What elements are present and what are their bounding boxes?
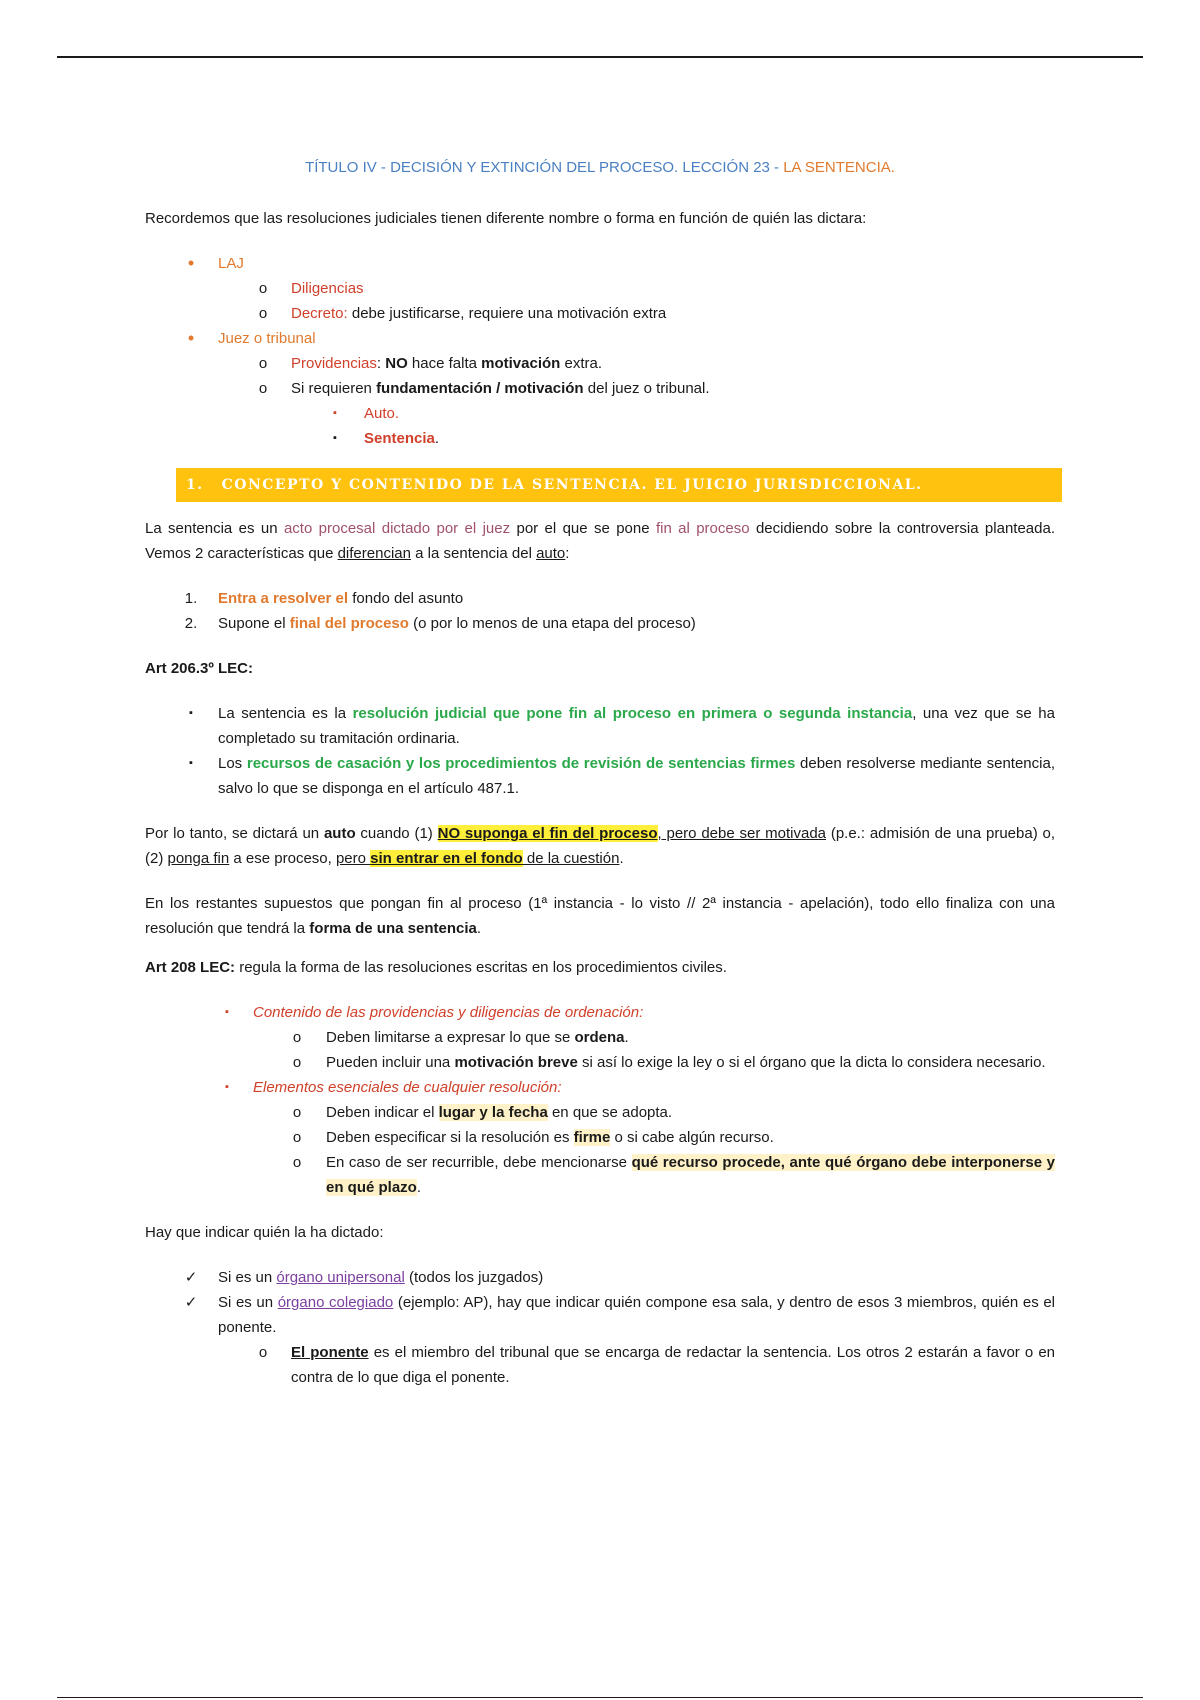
art206-heading: Art 206.3º LEC:: [145, 660, 254, 677]
circle-bullet-icon: o: [292, 1054, 302, 1071]
who-dictated-paragraph: Hay que indicar quién la ha dictado:: [145, 1224, 384, 1241]
section-heading: 1. CONCEPTO Y CONTENIDO DE LA SENTENCIA. EL JUICIO JURISDICCIONAL.: [176, 468, 1062, 502]
organ-list: [145, 1265, 1055, 1390]
circle-bullet-icon: o: [292, 1029, 302, 1046]
list-item-providencias-content: ▪ Contenido de las providencias y diligencias de ordenación:: [145, 1000, 1055, 1025]
check-icon: ✓: [184, 1269, 198, 1286]
list-item-lugar-fecha: o Deben indicar el lugar y la fecha en que se adopta.: [145, 1100, 1055, 1125]
circle-bullet-icon: o: [292, 1154, 302, 1171]
square-bullet-icon: ▪: [333, 432, 337, 444]
square-bullet-icon: ▪: [189, 707, 193, 719]
remaining-cases-paragraph: En los restantes supuestos que pongan fin al proceso (1ª instancia - lo visto // 2ª instancia - apelación), todo ello finaliza con una resolución que tendrá la forma de una sentencia.: [145, 895, 1055, 937]
list-item-decreto: o Decreto: debe justificarse, requiere una motivación extra: [145, 301, 1055, 326]
circle-bullet-icon: o: [292, 1129, 302, 1146]
list-item-elementos-esenciales: ▪ Elementos esenciales de cualquier resolución:: [145, 1075, 1055, 1100]
list-item-sentencia: ▪ Sentencia.: [145, 426, 1055, 451]
bullet-icon: •: [187, 328, 195, 348]
circle-bullet-icon: o: [258, 280, 268, 297]
square-bullet-icon: ▪: [225, 1006, 229, 1018]
square-bullet-icon: ▪: [225, 1081, 229, 1093]
circle-bullet-icon: o: [292, 1104, 302, 1121]
square-bullet-icon: ▪: [189, 757, 193, 769]
square-bullet-icon: ▪: [333, 407, 337, 419]
intro-paragraph: Recordemos que las resoluciones judiciales tienen diferente nombre o forma en función de quién las dictara:: [145, 210, 867, 227]
list-item-ponente: o El ponente es el miembro del tribunal que se encarga de redactar la sentencia. Los otros 2 estarán a favor o en contra de lo que diga el ponente.: [145, 1340, 1055, 1390]
footer-rule: [57, 1697, 1143, 1698]
characteristics-list: [145, 586, 1055, 636]
art206-list: [145, 701, 1055, 801]
circle-bullet-icon: o: [258, 1344, 268, 1361]
circle-bullet-icon: o: [258, 305, 268, 322]
auto-paragraph: Por lo tanto, se dictará un auto cuando (1) NO suponga el fin del proceso, pero debe ser motivada (p.e.: admisión de una prueba) o, (2) ponga fin a ese proceso, pero sin entrar en el fondo de la cuestión.: [145, 825, 1056, 867]
definition-paragraph: La sentencia es un acto procesal dictado por el juez por el que se pone fin al proceso decidiendo sobre la controversia planteada. Vemos 2 características que diferencian a la sentencia del auto:: [145, 520, 1055, 562]
list-item-motivacion-breve: o Pueden incluir una motivación breve si así lo exige la ley o si el órgano que la dicta lo considera necesario.: [145, 1050, 1055, 1075]
document-title: [145, 155, 1055, 180]
art208-paragraph: Art 208 LEC: regula la forma de las resoluciones escritas en los procedimientos civiles.: [145, 959, 727, 976]
list-item-art206-1: ▪ La sentencia es la resolución judicial que pone fin al proceso en primera o segunda instancia, una vez que se ha completado su tramitación ordinaria.: [145, 701, 1055, 751]
list-item-diligencias: o Diligencias: [145, 276, 1055, 301]
circle-bullet-icon: o: [258, 355, 268, 372]
list-item-unipersonal: ✓ Si es un órgano unipersonal (todos los juzgados): [145, 1265, 1055, 1290]
header-rule: [57, 56, 1143, 58]
bullet-icon: •: [187, 253, 195, 273]
art208-list: [145, 1000, 1055, 1200]
list-item-juez: • Juez o tribunal: [145, 326, 1055, 351]
list-item-laj: • LAJ: [145, 251, 1055, 276]
list-item-recurrible: o En caso de ser recurrible, debe mencionarse qué recurso procede, ante qué órgano debe interponerse y en qué plazo.: [145, 1150, 1055, 1200]
list-item-limitarse: o Deben limitarse a expresar lo que se ordena.: [145, 1025, 1055, 1050]
title-lesson: TÍTULO IV - DECISIÓN Y EXTINCIÓN DEL PROCESO. LECCIÓN 23 -: [305, 159, 784, 176]
circle-bullet-icon: o: [258, 380, 268, 397]
list-item-si-requieren: o Si requieren fundamentación / motivación del juez o tribunal.: [145, 376, 1055, 401]
list-item-art206-2: ▪ Los recursos de casación y los procedimientos de revisión de sentencias firmes deben resolverse mediante sentencia, salvo lo que se disponga en el artículo 487.1.: [145, 751, 1055, 801]
check-icon: ✓: [184, 1294, 198, 1311]
list-item-characteristic-1: 1. Entra a resolver el fondo del asunto: [184, 590, 464, 607]
list-item-auto: ▪ Auto.: [145, 401, 1055, 426]
title-topic: LA SENTENCIA.: [783, 159, 895, 176]
list-item-characteristic-2: 2. Supone el final del proceso (o por lo menos de una etapa del proceso): [184, 615, 696, 632]
list-item-firme: o Deben especificar si la resolución es firme o si cabe algún recurso.: [145, 1125, 1055, 1150]
list-item-providencias: o Providencias: NO hace falta motivación extra.: [145, 351, 1055, 376]
document-page: [145, 155, 1055, 1390]
resolution-types-list: [145, 251, 1055, 451]
list-item-colegiado: ✓ Si es un órgano colegiado (ejemplo: AP), hay que indicar quién compone esa sala, y dentro de esos 3 miembros, quién es el ponente.: [145, 1290, 1055, 1340]
